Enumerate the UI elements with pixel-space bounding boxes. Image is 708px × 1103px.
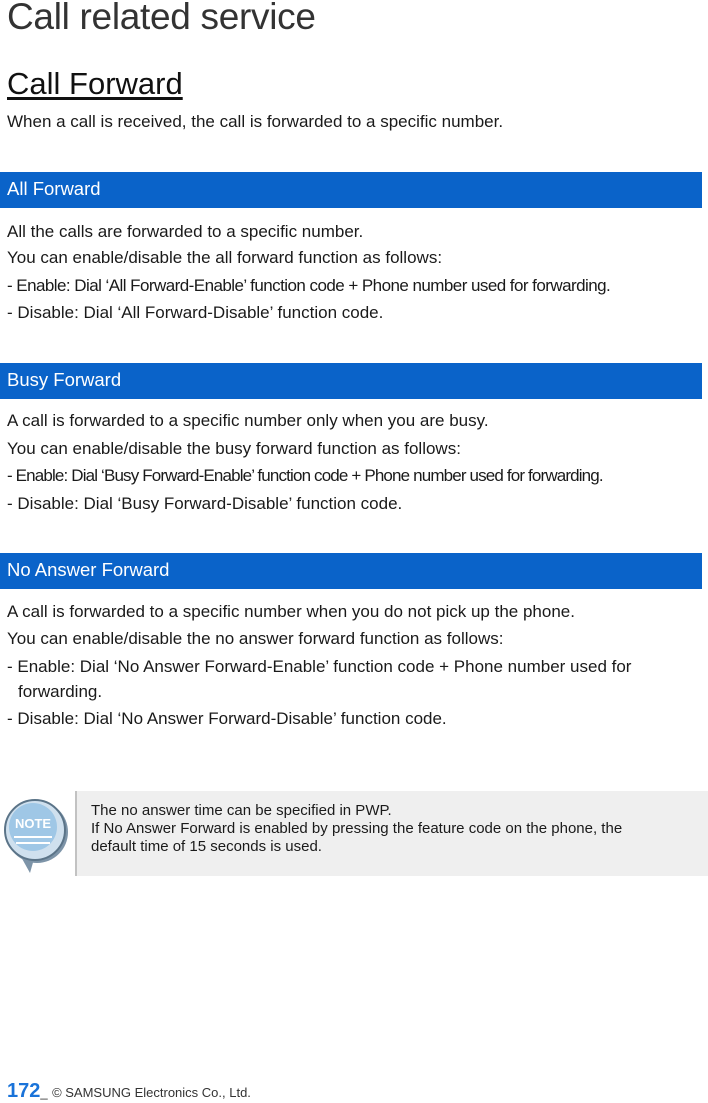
busy-forward-disable: - Disable: Dial ‘Busy Forward-Disable’ function code. — [7, 494, 403, 513]
busy-forward-heading: Busy Forward — [0, 363, 702, 399]
no-answer-forward-enable-text: - Enable: Dial ‘No Answer Forward-Enable’ function code + Phone number used for — [7, 657, 632, 676]
busy-forward-line-2: You can enable/disable the busy forward function as follows: — [7, 439, 461, 458]
all-forward-disable: - Disable: Dial ‘All Forward-Disable’ function code. — [7, 303, 384, 322]
section-title: Call Forward — [7, 66, 183, 101]
no-answer-forward-line-2: You can enable/disable the no answer forward function as follows: — [7, 629, 504, 648]
note-icon — [0, 795, 72, 875]
no-answer-forward-disable: - Disable: Dial ‘No Answer Forward-Disable’ function code. — [7, 709, 447, 728]
intro-text: When a call is received, the call is forwarded to a specific number. — [7, 112, 504, 131]
no-answer-forward-enable — [7, 654, 707, 704]
all-forward-line-1: All the calls are forwarded to a specific number. — [7, 222, 364, 241]
no-answer-forward-heading: No Answer Forward — [0, 553, 702, 589]
all-forward-line-2: You can enable/disable the all forward function as follows: — [7, 248, 443, 267]
busy-forward-line-1: A call is forwarded to a specific number only when you are busy. — [7, 411, 489, 430]
all-forward-heading: All Forward — [0, 172, 702, 208]
page-number: 172 — [7, 1080, 41, 1102]
note-line-2: If No Answer Forward is enabled by pressing the feature code on the phone, the — [91, 820, 623, 837]
note-line-1: The no answer time can be specified in PWP. — [91, 802, 392, 819]
note-line-3: default time of 15 seconds is used. — [91, 838, 322, 855]
footer-separator: _ — [40, 1085, 48, 1100]
copyright: © SAMSUNG Electronics Co., Ltd. — [52, 1085, 251, 1100]
note-box — [75, 791, 708, 876]
busy-forward-enable: - Enable: Dial ‘Busy Forward-Enable’ function code + Phone number used for forwarding. — [7, 466, 603, 485]
no-answer-forward-line-1: A call is forwarded to a specific number when you do not pick up the phone. — [7, 602, 575, 621]
note-icon-label: NOTE — [14, 816, 52, 831]
page-title: Call related service — [7, 0, 316, 37]
no-answer-forward-enable-cont: forwarding. — [18, 682, 103, 701]
all-forward-enable: - Enable: Dial ‘All Forward-Enable’ function code + Phone number used for forwarding. — [7, 276, 611, 295]
footer — [7, 1080, 251, 1103]
